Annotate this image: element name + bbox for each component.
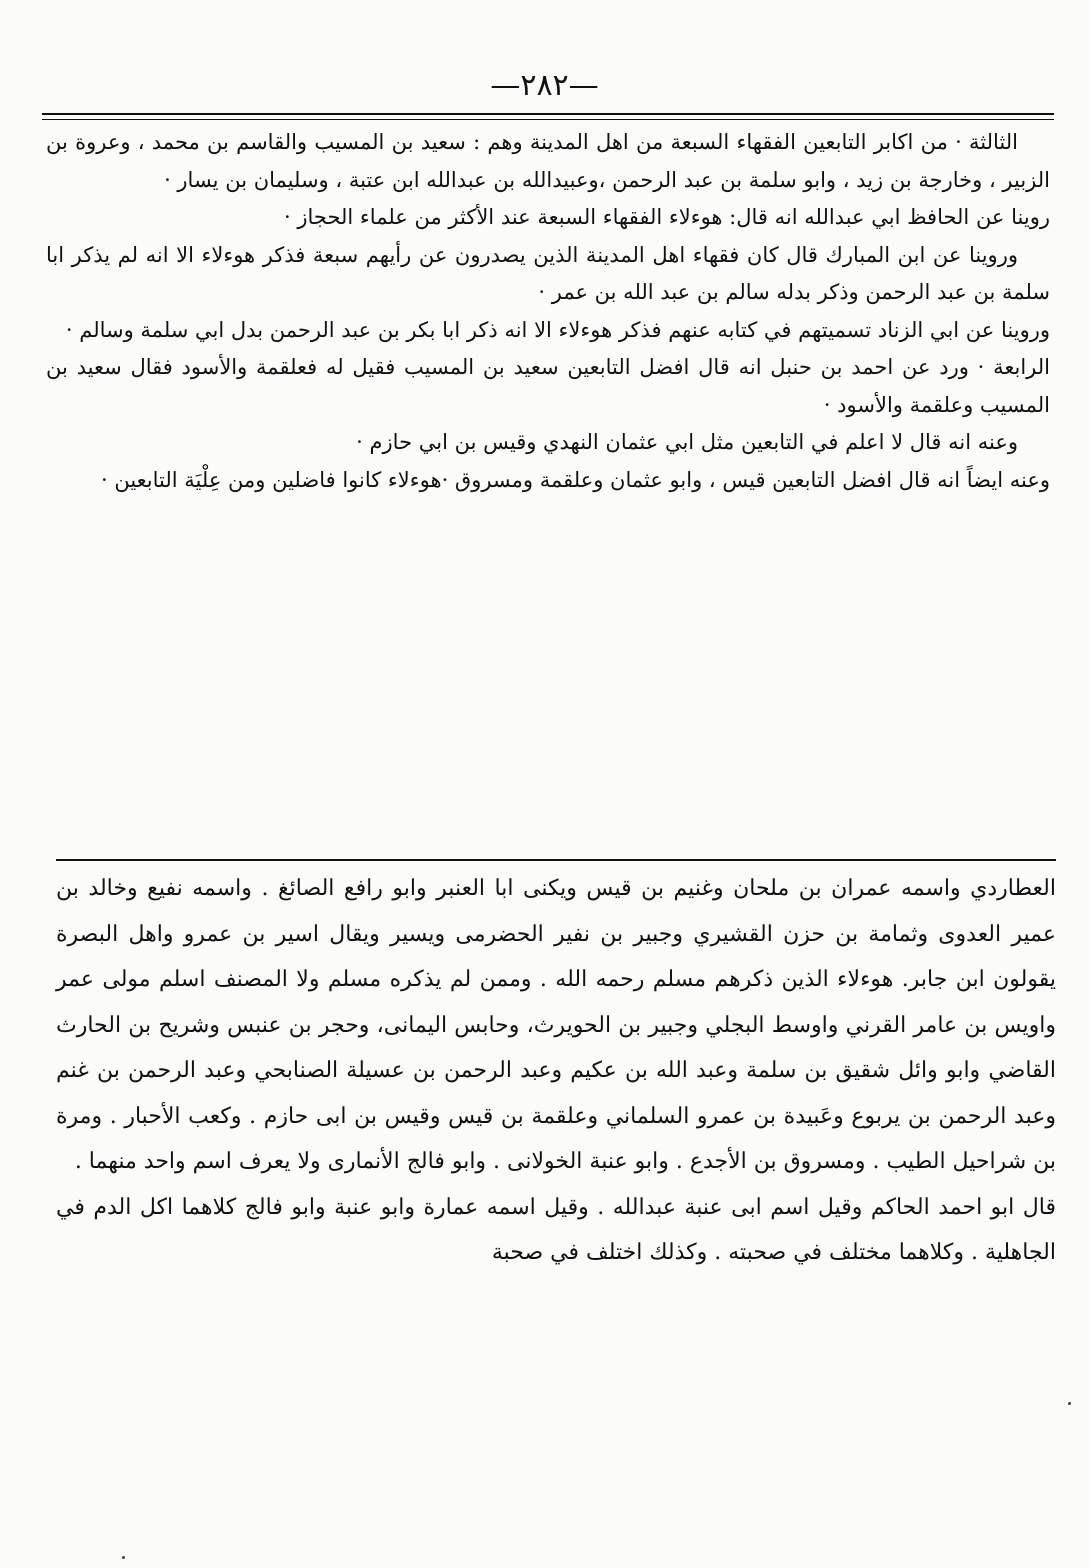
scan-speck: [122, 1556, 125, 1559]
paragraph-abu-uthman-quote: وعنه انه قال لا اعلم في التابعين مثل ابي عثمان النهدي وقيس بن ابي حازم ·: [356, 430, 1018, 454]
paragraph-best-tabieen: وعنه ايضاً انه قال افضل التابعين قيس ، وابو عثمان وعلقمة ومسروق ·هوءلاء كانوا فاضلين ومن عِلْيَة التابعين ·: [101, 467, 1050, 492]
page-number: —٢٨٢—: [490, 68, 599, 103]
paragraph-ibn-mubarak-narration: وروينا عن ابن المبارك قال كان فقهاء اهل المدينة الذين يصدرون عن رأيهم سبعة فذكر هوءلاء الا انه لم يذكر ابا سلمة بن عبد الرحمن وذكر بدله سالم بن عبد الله بن عمر ·: [46, 242, 1050, 304]
footnote-paragraph-hakim: قال ابو احمد الحاكم وقيل اسم ابى عنبة عبدالله . وقيل اسمه عمارة وابو عنبة وابو فالج كلاهما اكل الدم في الجاهلية . وكلاهما مختلف في صحبته . وكذلك اختلف في صحبة: [56, 1194, 1056, 1265]
paragraph-fourth-point: الرابعة · ورد عن احمد بن حنبل انه قال افضل التابعين سعيد بن المسيب فقيل له فعلقمة والأسود فقال سعيد بن المسيب وعلقمة والأسود ·: [46, 355, 1050, 417]
footnote-text: [56, 866, 1056, 1276]
header-double-rule: [42, 113, 1054, 120]
footnote-paragraph-names: العطاردي واسمه عمران بن ملحان وغنيم بن قيس ويكنى ابا العنبر وابو رافع الصائغ . واسمه نفيع وخالد بن عمير العدوى وثمامة بن حزن القشيري وجبير بن نفير الحضرمى ويسير ويقال اسير بن عمرو واهل البصرة يقولون ابن جابر. هوءلاء الذين ذكرهم مسلم رحمه الله . وممن لم يذكره مسلم ولا المصنف اسلم مولى عمر واويس بن عامر القرني واوسط البجلي وجبير بن الحويرث، وحابس اليمانى، وحجر بن عنبس وشريح بن الحارث القاضي وابو وائل شقيق بن سلمة وعبد الله بن عكيم وعبد الرحمن بن عسيلة الصنابحي وعبد الرحمن بن غنم وعبد الرحمن بن يربوع وعَبيدة بن عمرو السلماني وعلقمة بن قيس وقيس بن ابى حازم . وكعب الأحبار . ومرة بن شراحيل الطيب . ومسروق بن الأجدع . وابو عنبة الخولانى . وابو فالج الأنمارى ولا يعرف اسم واحد منهما .: [56, 876, 1056, 1174]
main-text: [46, 124, 1050, 499]
footnote-separator-rule: [56, 859, 1056, 861]
paragraph-third-point: الثالثة · من اكابر التابعين الفقهاء السبعة من اهل المدينة وهم : سعيد بن المسيب والقاسم بن محمد ، وعروة بن الزبير ، وخارجة بن زيد ، وابو سلمة بن عبد الرحمن ،وعبيدالله بن عبدالله ابن عتبة ، وسليمان بن يسار ·: [46, 130, 1050, 192]
paragraph-abu-zinad-narration: وروينا عن ابي الزناد تسميتهم في كتابه عنهم فذكر هوءلاء الا انه ذكر ابا بكر بن عبد الرحمن بدل ابي سلمة وسالم ·: [65, 317, 1050, 342]
scan-speck: [1068, 1402, 1071, 1405]
paragraph-hafiz-narration: روينا عن الحافظ ابي عبدالله انه قال: هوءلاء الفقهاء السبعة عند الأكثر من علماء الحجاز ·: [284, 205, 1050, 229]
